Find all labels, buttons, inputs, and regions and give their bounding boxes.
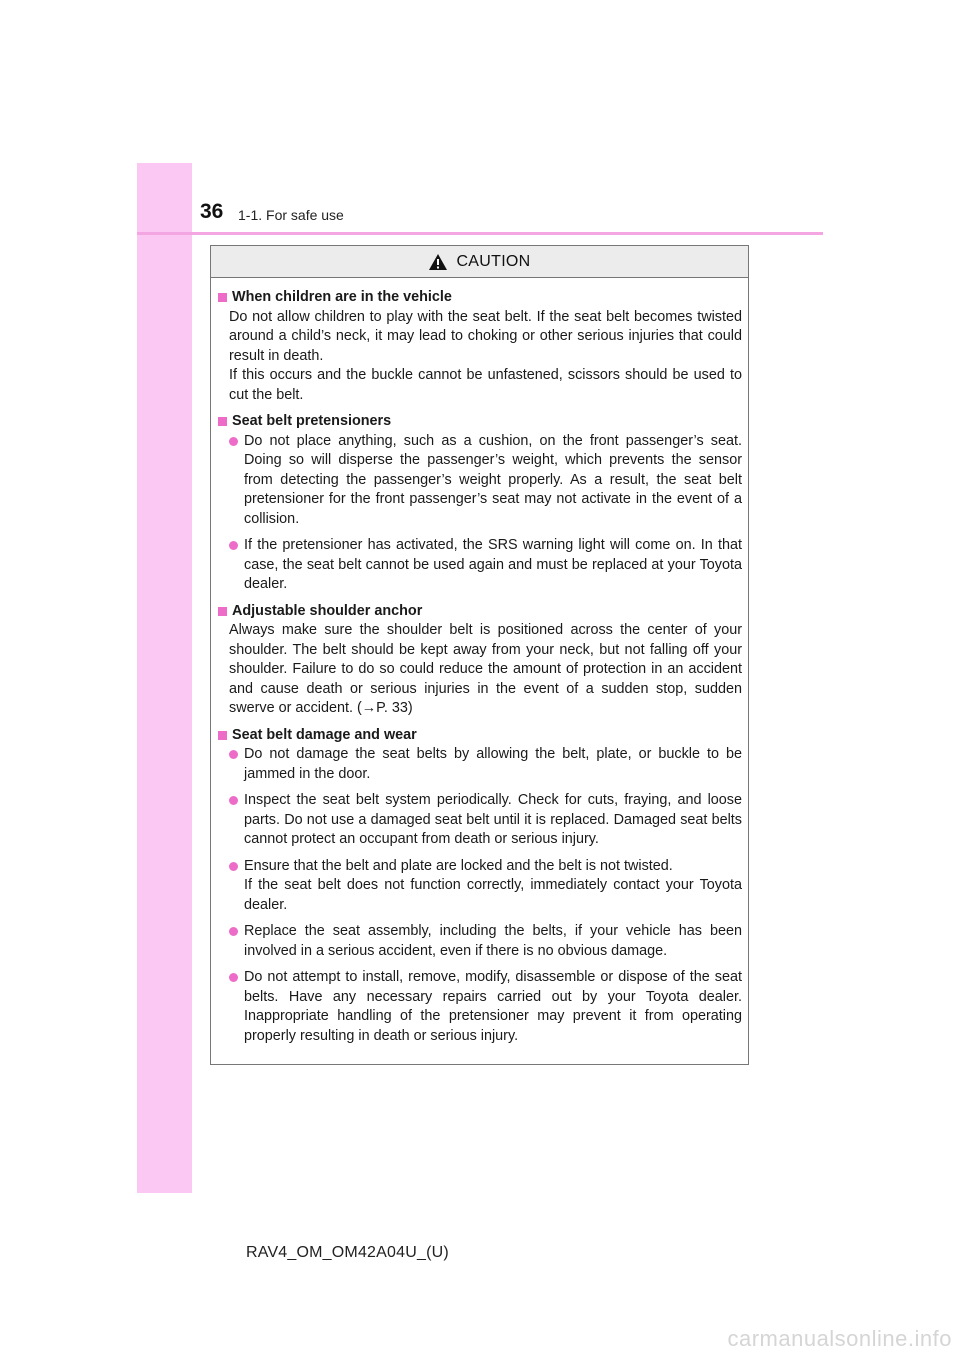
list-item: Do not attempt to install, remove, modify, disassemble or dispose of the seat belts. Have any necessary repairs carried out by your Toyota dealer. Inappropriate handling of the pretensioner may prevent it from operating properly resulting in death or serious injury.: [229, 968, 742, 1046]
page-number: 36: [200, 200, 224, 223]
section-heading: When children are in the vehicle: [218, 288, 742, 308]
list-item: Do not damage the seat belts by allowing the belt, plate, or buckle to be jammed in the door.: [229, 745, 742, 784]
round-bullet-icon: [229, 862, 238, 871]
section-title: 1-1. For safe use: [238, 207, 344, 223]
list-item: Inspect the seat belt system periodically. Check for cuts, fraying, and loose parts. Do not use a damaged seat belt until it is replaced. Damaged seat belts cannot protect an occupant from death or serious injury.: [229, 791, 742, 850]
watermark: carmanualsonline.info: [727, 1326, 952, 1351]
caution-box: [210, 245, 749, 1065]
document-code: RAV4_OM_OM42A04U_(U): [246, 1244, 449, 1261]
round-bullet-icon: [229, 796, 238, 805]
round-bullet-icon: [229, 973, 238, 982]
round-bullet-icon: [229, 541, 238, 550]
caution-header: [211, 246, 748, 278]
square-bullet-icon: [218, 417, 227, 426]
section-children: [218, 288, 742, 405]
square-bullet-icon: [218, 607, 227, 616]
round-bullet-icon: [229, 437, 238, 446]
section-shoulder-anchor: [218, 602, 742, 719]
section-pretensioners: [218, 412, 742, 595]
square-bullet-icon: [218, 731, 227, 740]
side-tab: [137, 163, 192, 1193]
caution-body: [211, 278, 748, 1046]
section-heading: Seat belt pretensioners: [218, 412, 742, 432]
paragraph: If this occurs and the buckle cannot be unfastened, scissors should be used to cut the belt.: [229, 367, 742, 403]
list-item: Replace the seat assembly, including the belts, if your vehicle has been involved in a serious accident, even if there is no obvious damage.: [229, 922, 742, 961]
list-item: If the pretensioner has activated, the SRS warning light will come on. In that case, the seat belt cannot be used again and must be replaced at your Toyota dealer.: [229, 536, 742, 595]
square-bullet-icon: [218, 293, 227, 302]
round-bullet-icon: [229, 750, 238, 759]
warning-icon: [428, 253, 448, 271]
section-damage-wear: [218, 726, 742, 1047]
list-item: Do not place anything, such as a cushion, on the front passenger’s seat. Doing so will disperse the passenger’s weight, which prevents the sensor from detecting the passenger’s weight properly. As a result, the seat belt pretensioner for the front passenger’s seat may not activate in the event of a collision.: [229, 432, 742, 530]
caution-label: CAUTION: [456, 252, 531, 270]
header-rule: [137, 232, 823, 235]
paragraph: Always make sure the shoulder belt is positioned across the center of your shoulder. The belt should be kept away from your neck, but not falling off your shoulder. Failure to do so could reduce the amount of protection in an accident and cause death or serious injuries in the event of a sudden stop, sudden swerve or accident. (→P. 33): [229, 622, 742, 716]
list-item: Ensure that the belt and plate are locked and the belt is not twisted. If the seat belt does not function correctly, immediately contact your Toyota dealer.: [229, 857, 742, 916]
section-heading: Adjustable shoulder anchor: [218, 602, 742, 622]
section-heading: Seat belt damage and wear: [218, 726, 742, 746]
round-bullet-icon: [229, 927, 238, 936]
paragraph: Do not allow children to play with the seat belt. If the seat belt becomes twisted around a child’s neck, it may lead to choking or other serious injuries that could result in death.: [229, 308, 742, 364]
